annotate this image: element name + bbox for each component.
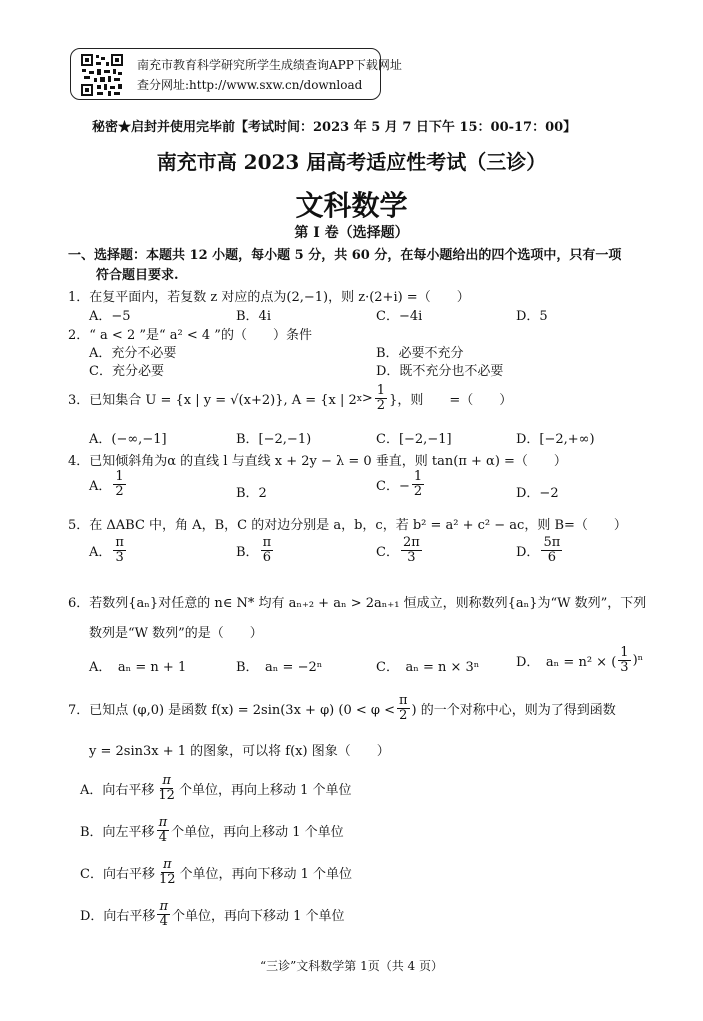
q3-stem-gt: > [361, 391, 373, 407]
q4-c-numerator: 1 [413, 469, 423, 484]
q3-fraction-denominator: 2 [376, 398, 386, 414]
q7-stem-denominator: 2 [399, 708, 408, 724]
q6-option-d-start: D． aₙ = n² × ( [516, 655, 617, 671]
subject-title: 文科数学 [295, 189, 408, 222]
q5-option-c-fraction [401, 536, 422, 566]
q5-option-a-label: A． [89, 545, 112, 561]
q4-option-a-fraction [113, 470, 125, 500]
q7-stem-numerator: π [399, 693, 408, 708]
q5-option-a-fraction [113, 536, 126, 566]
question-1-stem: 1．在复平面内，若复数 z 对应的点为(2,−1)，则 z·(2+i) =（ ） [68, 290, 470, 305]
q3-option-c: C．[−2,−1] [376, 432, 452, 447]
q7-option-a [80, 774, 351, 804]
q7-option-c [80, 858, 352, 888]
q7-b-denominator: 4 [158, 830, 167, 846]
q6-option-b: B． aₙ = −2ⁿ [236, 660, 323, 675]
q7-option-d [80, 900, 345, 930]
section-instructions-line-1: 一、选择题：本题共 12 小题，每小题 5 分，共 60 分，在每小题给出的四个选项中，只有一项 [68, 248, 622, 263]
question-6-stem-line-2: 数列是“W 数列”的是（ ） [89, 626, 263, 641]
q3-stem-end: }，则 =（ ） [389, 393, 513, 409]
q3-option-b: B．[−2,−1) [236, 432, 312, 447]
q4-a-numerator: 1 [115, 469, 124, 484]
secret-exam-time: 秘密★启封并使用完毕前【考试时间：2023 年 5 月 7 日下午 15：00-17：00】 [92, 120, 577, 135]
q7-a-numerator: π [162, 773, 171, 788]
q5-a-numerator: π [115, 535, 124, 550]
q7-c-numerator: π [162, 857, 172, 872]
q5-d-denominator: 6 [547, 550, 556, 566]
section-instructions-line-2: 符合题目要求. [96, 268, 179, 283]
question-3-stem [68, 384, 512, 414]
q5-option-c-label: C． [376, 545, 399, 561]
q6-d-numerator: 1 [620, 645, 629, 660]
q4-option-c-label: C．− [376, 479, 410, 495]
q7-c-start: C．向右平移 [80, 867, 155, 883]
q5-option-b-fraction [261, 536, 274, 566]
q4-option-b: B．2 [236, 486, 267, 501]
q5-b-denominator: 6 [262, 550, 271, 566]
q5-option-b-label: B． [236, 545, 259, 561]
q3-fraction-numerator: 1 [376, 383, 386, 398]
q2-option-a: A．充分不必要 [89, 346, 177, 361]
q5-b-numerator: π [262, 535, 272, 550]
q2-option-c: C．充分必要 [89, 364, 164, 379]
q7-d-denominator: 4 [159, 914, 168, 930]
q7-stem-end: ) 的一个对称中心，则为了得到函数 [411, 703, 616, 719]
q7-b-start: B．向左平移 [80, 825, 155, 841]
q7-stem-start: 7．已知点 (φ,0) 是函数 f(x) = 2sin(3x + φ) (0 < φ < [68, 703, 395, 719]
q6-option-d-end: )ⁿ [632, 653, 644, 669]
q3-stem-start: 3．已知集合 U = {x | y = √(x+2)}, A = {x | 2 [68, 393, 357, 409]
q7-b-numerator: π [158, 815, 168, 830]
q7-a-end: 个单位，再向上移动 1 个单位 [178, 783, 352, 799]
question-7-stem-line-1 [68, 694, 616, 724]
question-6-stem-line-1: 6．若数列{aₙ}对任意的 n∈ N* 均有 aₙ₊₂ + aₙ > 2aₙ₊₁ 恒成立，则称数列{aₙ}为“W 数列”，下列 [68, 596, 647, 611]
q1-option-c: C．−4i [376, 309, 423, 324]
q7-option-b [80, 816, 344, 846]
question-4-stem: 4．已知倾斜角为α 的直线 l 与直线 x + 2y − λ = 0 垂直，则 tan(π + α) =（ ） [68, 454, 567, 469]
q3-option-d: D．[−2,+∞) [516, 432, 595, 447]
question-2-stem: 2．“ a < 2 ”是“ a² < 4 ”的（ ）条件 [68, 328, 312, 343]
q1-option-d: D．5 [516, 309, 548, 324]
q1-option-b: B．4i [236, 309, 271, 324]
question-7-stem-line-2: y = 2sin3x + 1 的图象，可以将 f(x) 图象（ ） [89, 744, 390, 759]
q5-c-numerator: 2π [402, 535, 420, 550]
q7-b-end: 个单位，再向上移动 1 个单位 [171, 825, 344, 841]
q4-option-c-fraction [412, 470, 424, 500]
q7-c-fraction [157, 858, 178, 888]
q5-option-c [376, 536, 424, 566]
exam-title: 南充市高 2023 届高考适应性考试（三诊） [156, 150, 547, 174]
q7-d-numerator: π [159, 899, 168, 914]
q5-d-numerator: 5π [543, 535, 561, 550]
q3-option-a: A．(−∞,−1] [89, 432, 167, 447]
q5-option-a [89, 536, 128, 566]
q7-a-start: A．向右平移 [80, 783, 155, 799]
qr-code-icon [80, 53, 124, 97]
q6-option-d [516, 646, 643, 676]
part-title: 第 I 卷（选择题） [294, 225, 409, 241]
download-notice-box [70, 48, 402, 100]
q7-a-denominator: 12 [158, 788, 175, 804]
q5-option-d-label: D． [516, 545, 540, 561]
q3-exponent: x [356, 393, 362, 404]
q7-b-fraction [157, 816, 170, 846]
q7-a-fraction [156, 774, 177, 804]
q5-option-d [516, 536, 564, 566]
notice-line-2: 查分网址:http://www.sxw.cn/download [137, 78, 363, 92]
q5-option-d-fraction [541, 536, 562, 566]
q4-option-a-label: A． [89, 479, 112, 495]
q4-c-denominator: 2 [413, 484, 423, 500]
q4-option-d: D．−2 [516, 486, 559, 501]
q5-c-denominator: 3 [407, 550, 416, 566]
q7-d-end: 个单位，再向下移动 1 个单位 [171, 909, 345, 925]
q6-d-denominator: 3 [620, 660, 629, 676]
q5-option-b [236, 536, 275, 566]
q7-stem-fraction [397, 694, 410, 724]
q7-d-fraction [157, 900, 170, 930]
q7-c-denominator: 12 [158, 872, 176, 888]
q3-fraction [375, 384, 387, 414]
q7-d-start: D．向右平移 [80, 909, 156, 925]
q6-option-a: A． aₙ = n + 1 [89, 660, 187, 675]
q6-option-c: C． aₙ = n × 3ⁿ [376, 660, 480, 675]
q2-option-b: B．必要不充分 [376, 346, 464, 361]
question-5-stem: 5．在 ΔABC 中，角 A，B，C 的对边分别是 a，b，c，若 b² = a² + c² − ac，则 B=（ ） [68, 518, 627, 533]
q7-c-end: 个单位，再向下移动 1 个单位 [179, 867, 353, 883]
page-footer: “三诊”文科数学第 1页（共 4 页） [260, 959, 443, 973]
q4-option-a [89, 470, 128, 500]
notice-line-1: 南充市教育科学研究所学生成绩查询APP下载网址 [137, 58, 402, 72]
q5-a-denominator: 3 [115, 550, 124, 566]
q2-option-d: D．既不充分也不必要 [376, 364, 504, 379]
q4-option-c [376, 470, 426, 500]
q4-a-denominator: 2 [115, 484, 124, 500]
q6-option-d-fraction [618, 646, 630, 676]
q1-option-a: A．−5 [89, 309, 131, 324]
